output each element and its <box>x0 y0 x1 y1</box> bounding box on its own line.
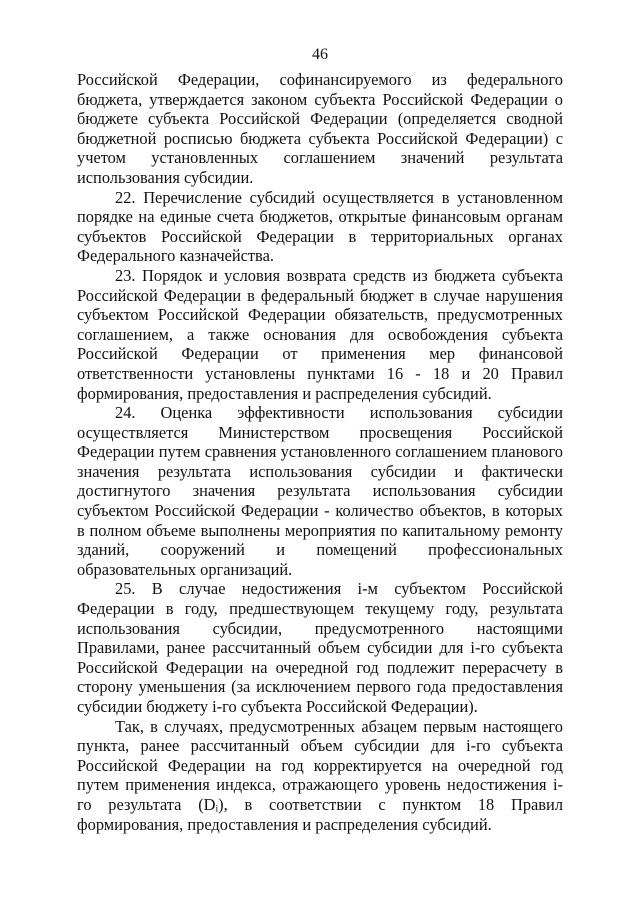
page-number: 46 <box>312 46 328 63</box>
paragraph-25-continuation: Так, в случаях, предусмотренных абзацем первым настоящего пункта, ранее рассчитанный объем субсидии для i-го субъекта Российской Федерации на год корректируется на очередной год путем применения индекса, отражающего уровень недостижения i-го результата (Dᵢ), в соответствии с пунктом 18 Правил формирования, предоставления и распределения субсидий. <box>77 716 563 834</box>
paragraph-22: 22. Перечисление субсидий осуществляется в установленном порядке на единые счета бюджетов, открытые финансовым органам субъектов Российской Федерации в территориальных органах Федерального казначейства. <box>77 187 563 266</box>
paragraph-23: 23. Порядок и условия возврата средств из бюджета субъекта Российской Федерации в федеральный бюджет в случае нарушения субъектом Российской Федерации обязательств, предусмотренных соглашением, а также основания для освобождения субъекта Российской Федерации от применения мер финансовой ответственности установлены пунктами 16 - 18 и 20 Правил формирования, предоставления и распределения субсидий. <box>77 265 563 403</box>
paragraph-25: 25. В случае недостижения i-м субъектом Российской Федерации в году, предшествующем текущему году, результата использования субсидии, предусмотренного настоящими Правилами, ранее рассчитанный объем субсидии для i-го субъекта Российской Федерации на очередной год подлежит перерасчету в сторону уменьшения (за исключением первого года предоставления субсидии бюджету i-го субъекта Российской Федерации). <box>77 579 563 716</box>
paragraph-24: 24. Оценка эффективности использования субсидии осуществляется Министерством просвещения Российской Федерации путем сравнения установленного соглашением планового значения результата использования субсидии и фактически достигнутого значения результата использования субсидии субъектом Российской Федерации - количество объектов, в которых в полном объеме выполнены мероприятия по капитальному ремонту зданий, сооружений и помещений профессиональных образовательных организаций. <box>77 403 563 579</box>
paragraph-continuation: Российской Федерации, софинансируемого из федерального бюджета, утверждается законом субъекта Российской Федерации о бюджете субъекта Российской Федерации (определяется сводной бюджетной росписью бюджета субъекта Российской Федерации) с учетом установленных соглашением значений результата использования субсидии. <box>77 70 563 187</box>
document-body <box>77 70 563 834</box>
